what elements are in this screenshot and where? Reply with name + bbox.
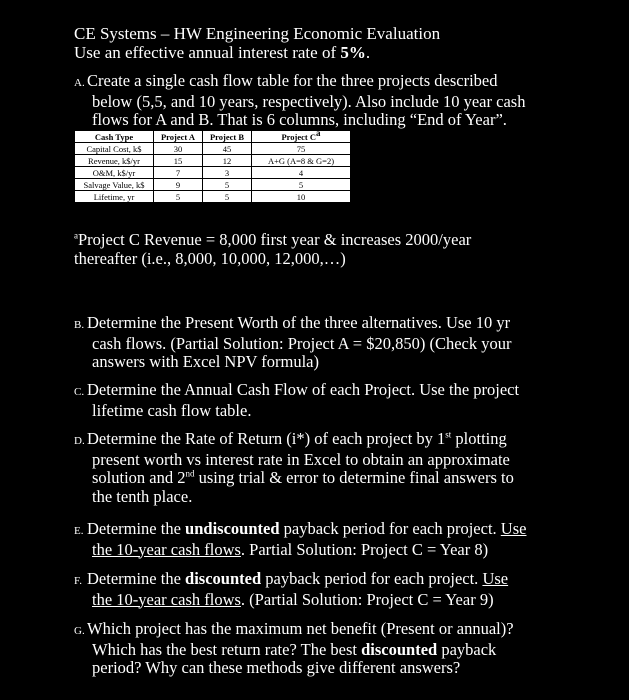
table-cell: Capital Cost, k$ [75,143,154,155]
cash-flow-table [74,127,351,203]
table-row [75,191,351,203]
question-c [74,381,519,420]
question-letter: E. [74,525,84,537]
footnote-marker: a [74,230,78,241]
table-row [75,155,351,167]
header-project-c: Project $C^a$ [252,131,351,143]
question-text: the tenth place. [92,486,193,506]
question-f: F. Determine the discounted payback period for each project. Use the 10-year cash flows. (Partial Solution: Project C = Year 9) [74,569,509,609]
period: . [365,43,371,62]
footnote-text: thereafter (i.e., 8,000, 10,000, 12,000,…) [74,249,346,268]
table-cell: O&M, k$/yr [75,167,154,179]
table-cell: Lifetime, yr [75,191,154,203]
question-letter: C. [74,386,85,398]
table-row [75,179,351,191]
table-cell: 4 [252,167,351,179]
question-text: present worth vs interest rate in Excel to obtain an approximate [92,449,510,469]
question-e: E. Determine the undiscounted payback period for each project. Use the 10-year cash flows. Partial Solution: Project C = Year 8) [74,519,527,559]
table-cell: Salvage Value, k$ [75,179,154,191]
question-letter: G. [74,625,85,637]
header-project-b: Project B [203,131,252,143]
footnote-marker: a [316,127,321,138]
table-cell: 5 [252,179,351,191]
question-b [74,314,511,372]
question-text: flows for A and B. That is 6 columns, including “End of Year”. [92,110,507,129]
question-text: cash flows. (Partial Solution: Project A = $20,850) (Check your [92,333,512,353]
question-letter: B. [74,319,85,331]
table-cell: 10 [252,191,351,203]
title-line-1: CE Systems – HW Engineering Economic Evaluation [74,24,441,43]
question-g: G. Which project has the maximum net benefit (Present or annual)? Which has the best return rate? The best discounted payback period? Why can these methods give different answers? [74,619,514,677]
question-text: answers with Excel NPV formula) [92,352,319,371]
question-text: Which project has the maximum net benefit (Present or annual)? [87,619,514,638]
table-cell: 5 [203,191,252,203]
table-cell: A+G (A=8 & G=2) [252,155,351,167]
table-row [75,143,351,155]
question-letter: F. [74,575,82,587]
table-cell: 9 [154,179,203,191]
interest-rate-value: 5% [340,43,366,62]
table-cell: 45 [203,143,252,155]
question-text: period? Why can these methods give different answers? [92,658,461,677]
table-cell: 5 [203,179,252,191]
question-d: D. Determine the Rate of Return (i*) of each project by 1st plotting present worth vs interest rate in Excel to obtain an approximate solution and 2nd using trial & error to determine final answers to the tenth place. [74,429,514,506]
table-cell: 15 [154,155,203,167]
table-row [75,167,351,179]
table-cell: Revenue, k$/yr [75,155,154,167]
table-cell: 7 [154,167,203,179]
page-title [74,24,440,62]
table-cell: 5 [154,191,203,203]
table-cell: 12 [203,155,252,167]
question-text: Determine the Annual Cash Flow of each Project. Use the project [87,380,520,399]
footnote-text: Project C Revenue = 8,000 first year & increases 2000/year [78,230,472,249]
question-text: Create a single cash flow table for the three projects described [87,71,498,90]
question-text: below (5,5, and 10 years, respectively). Also include 10 year cash [92,91,526,111]
interest-rate-text: Use an effective annual interest rate of [74,43,341,62]
title-line-2 [74,43,440,62]
table-header-row [75,131,351,143]
question-text: lifetime cash flow table. [92,400,252,420]
footnote [74,230,471,268]
question-text: Determine the Present Worth of the three alternatives. Use 10 yr [87,313,511,332]
question-letter: D. [74,435,85,447]
table-cell: 75 [252,143,351,155]
question-letter: A. [74,77,85,89]
header-project-a: Project A [154,131,203,143]
table-cell: 30 [154,143,203,155]
header-cash-type: Cash Type [75,131,154,143]
table-cell: 3 [203,167,252,179]
question-a [74,72,525,130]
